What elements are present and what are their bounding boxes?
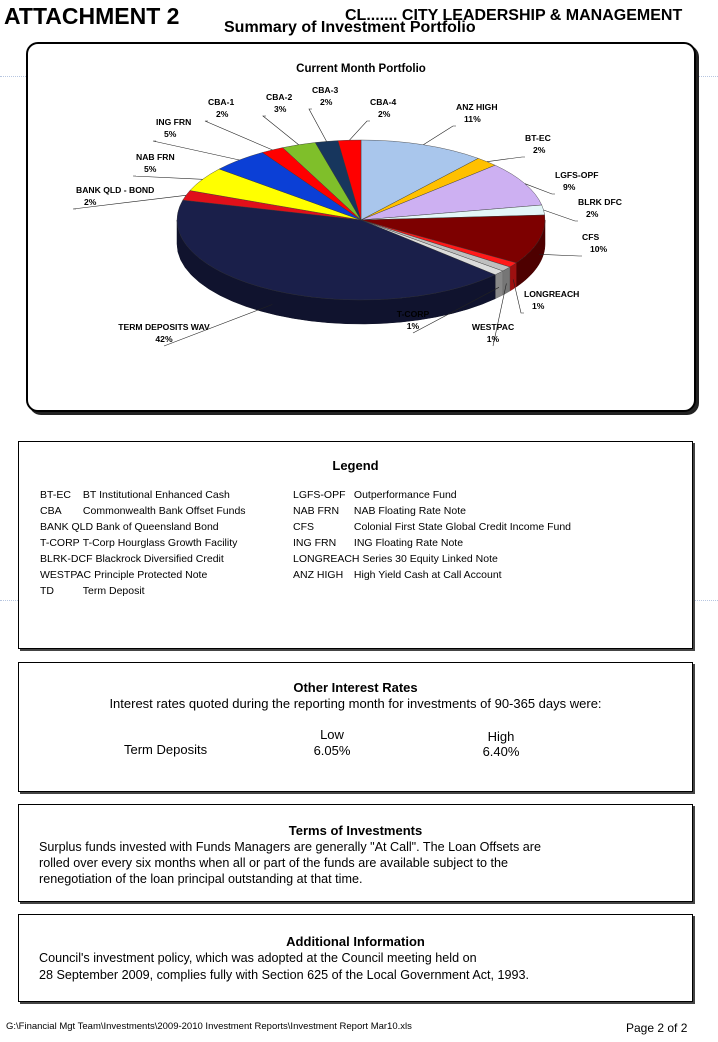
slice-value-label: 5% <box>144 164 157 174</box>
legend-entry <box>293 569 502 581</box>
slice-value-label: 1% <box>486 334 500 344</box>
legend-box <box>18 441 693 649</box>
slice-value-label: 2% <box>586 209 599 219</box>
legend-code: BLRK-DCF <box>40 553 93 565</box>
leader-line <box>309 109 327 141</box>
leader-line <box>133 176 203 179</box>
rates-row-label: Term Deposits <box>124 742 208 757</box>
legend-description: Term Deposit <box>82 585 145 597</box>
leader-line <box>539 254 582 256</box>
pie-slice-side <box>503 267 510 295</box>
rates-high-value: 6.40% <box>482 744 520 759</box>
legend-code: BANK QLD <box>40 521 94 533</box>
legend-code: TD <box>40 585 54 597</box>
rates-intro: Interest rates quoted during the reporting month for investments of 90-365 days were: <box>109 696 602 711</box>
legend-entry <box>293 489 457 501</box>
legend-description: T-Corp Hourglass Growth Facility <box>82 537 238 549</box>
pie-chart <box>28 44 694 410</box>
slice-label: CFS <box>582 232 600 242</box>
slice-value-label: 2% <box>378 109 391 119</box>
chart-panel <box>26 42 696 412</box>
terms-line: rolled over every six months when all or part of the funds are available subject to the <box>39 856 509 870</box>
info-line: Council's investment policy, which was adopted at the Council meeting held on <box>39 951 477 965</box>
legend-code: ING FRN <box>293 537 337 549</box>
info-line: 28 September 2009, complies fully with Section 625 of the Local Government Act, 1993. <box>39 968 530 982</box>
legend-description: Commonwealth Bank Offset Funds <box>82 505 246 517</box>
slice-value-label: 11% <box>464 114 481 124</box>
slice-value-label: 2% <box>84 197 97 207</box>
legend-description: Series 30 Equity Linked Note <box>362 553 498 565</box>
info-title: Additional Information <box>286 934 425 949</box>
terms-line: Surplus funds invested with Funds Managers are generally "At Call". The Loan Offsets are <box>39 840 541 854</box>
terms-title: Terms of Investments <box>288 823 423 838</box>
legend-description: High Yield Cash at Call Account <box>353 569 502 581</box>
slice-label: CBA-3 <box>312 85 339 95</box>
legend-code: NAB FRN <box>293 505 340 517</box>
slice-label: LONGREACH <box>524 289 580 299</box>
legend-description: Bank of Queensland Bond <box>96 521 219 533</box>
legend-description: ING Floating Rate Note <box>353 537 464 549</box>
footer-file-path: G:\Financial Mgt Team\Investments\2009-2010 Investment Reports\Investment Report Mar10.xls <box>6 1021 412 1032</box>
legend-description: Principle Protected Note <box>94 569 208 581</box>
terms-box <box>18 804 693 902</box>
report-subtitle: Summary of Investment Portfolio <box>224 19 476 36</box>
legend-code: CFS <box>293 521 314 533</box>
rates-low-value: 6.05% <box>313 743 351 758</box>
legend-description: BT Institutional Enhanced Cash <box>82 489 230 501</box>
slice-value-label: 1% <box>532 301 545 311</box>
leader-line <box>544 210 578 221</box>
slice-label: CBA-1 <box>208 97 235 107</box>
legend-code: CBA <box>40 505 62 517</box>
slice-value-label: 9% <box>563 182 576 192</box>
legend-title: Legend <box>332 458 379 473</box>
legend-code: LGFS-OPF <box>293 489 346 501</box>
legend-entry <box>40 489 230 501</box>
leader-line <box>263 116 299 145</box>
pie-slice-side <box>495 271 503 299</box>
legend-code: T-CORP <box>40 537 80 549</box>
pie-slice-side <box>510 263 516 291</box>
legend-entry <box>40 505 246 517</box>
leader-line <box>349 121 370 140</box>
legend-entry <box>40 521 219 533</box>
slice-label: ANZ HIGH <box>456 102 498 112</box>
slice-label: CBA-4 <box>370 97 397 107</box>
rates-title: Other Interest Rates <box>293 680 418 695</box>
interest-rates-box <box>18 662 693 792</box>
legend-entry <box>40 585 145 597</box>
slice-value-label: 1% <box>406 321 420 331</box>
leader-line <box>205 121 272 150</box>
legend-description: Outperformance Fund <box>353 489 457 501</box>
legend-entry <box>40 569 207 581</box>
legend-entry <box>40 553 224 565</box>
department-heading: CL....... CITY LEADERSHIP & MANAGEMENT <box>345 7 683 24</box>
legend-entry <box>293 553 498 565</box>
slice-label: BT-EC <box>525 133 551 143</box>
slice-label: T-CORP <box>396 309 430 319</box>
legend-description: Blackrock Diversified Credit <box>95 553 224 565</box>
legend-entry <box>293 521 571 533</box>
legend-description: Colonial First State Global Credit Income Fund <box>353 521 572 533</box>
attachment-title: ATTACHMENT 2 <box>4 3 180 29</box>
slice-label: TERM DEPOSITS WAV <box>118 322 210 332</box>
slice-value-label: 2% <box>320 97 333 107</box>
slice-value-label: 42% <box>155 334 173 344</box>
slice-value-label: 2% <box>533 145 546 155</box>
slice-label: BLRK DFC <box>578 197 622 207</box>
slice-value-label: 5% <box>164 129 177 139</box>
slice-label: LGFS-OPF <box>555 170 599 180</box>
slice-label: NAB FRN <box>136 152 175 162</box>
leader-line <box>487 157 525 162</box>
legend-entry <box>40 537 237 549</box>
terms-line: renegotiation of the loan principal outstanding at that time. <box>39 872 363 886</box>
rates-high-label: High <box>487 729 515 744</box>
legend-entry <box>293 537 463 549</box>
legend-code: BT-EC <box>40 489 71 501</box>
footer-page-number: Page 2 of 2 <box>626 1021 688 1035</box>
slice-label: WESTPAC <box>471 322 515 332</box>
legend-code: WESTPAC <box>40 569 92 581</box>
chart-title: Current Month Portfolio <box>296 63 426 75</box>
rates-low-label: Low <box>320 727 344 742</box>
legend-description: NAB Floating Rate Note <box>353 505 466 517</box>
additional-info-box <box>18 914 693 1002</box>
slice-value-label: 2% <box>216 109 229 119</box>
legend-entry <box>293 505 466 517</box>
slice-label: CBA-2 <box>266 92 293 102</box>
slice-value-label: 10% <box>590 244 608 254</box>
legend-code: LONGREACH <box>293 553 360 565</box>
slice-value-label: 3% <box>274 104 287 114</box>
leader-line <box>423 126 456 145</box>
legend-code: ANZ HIGH <box>293 569 344 581</box>
slice-label: BANK QLD - BOND <box>76 185 155 195</box>
slice-label: ING FRN <box>156 117 192 127</box>
